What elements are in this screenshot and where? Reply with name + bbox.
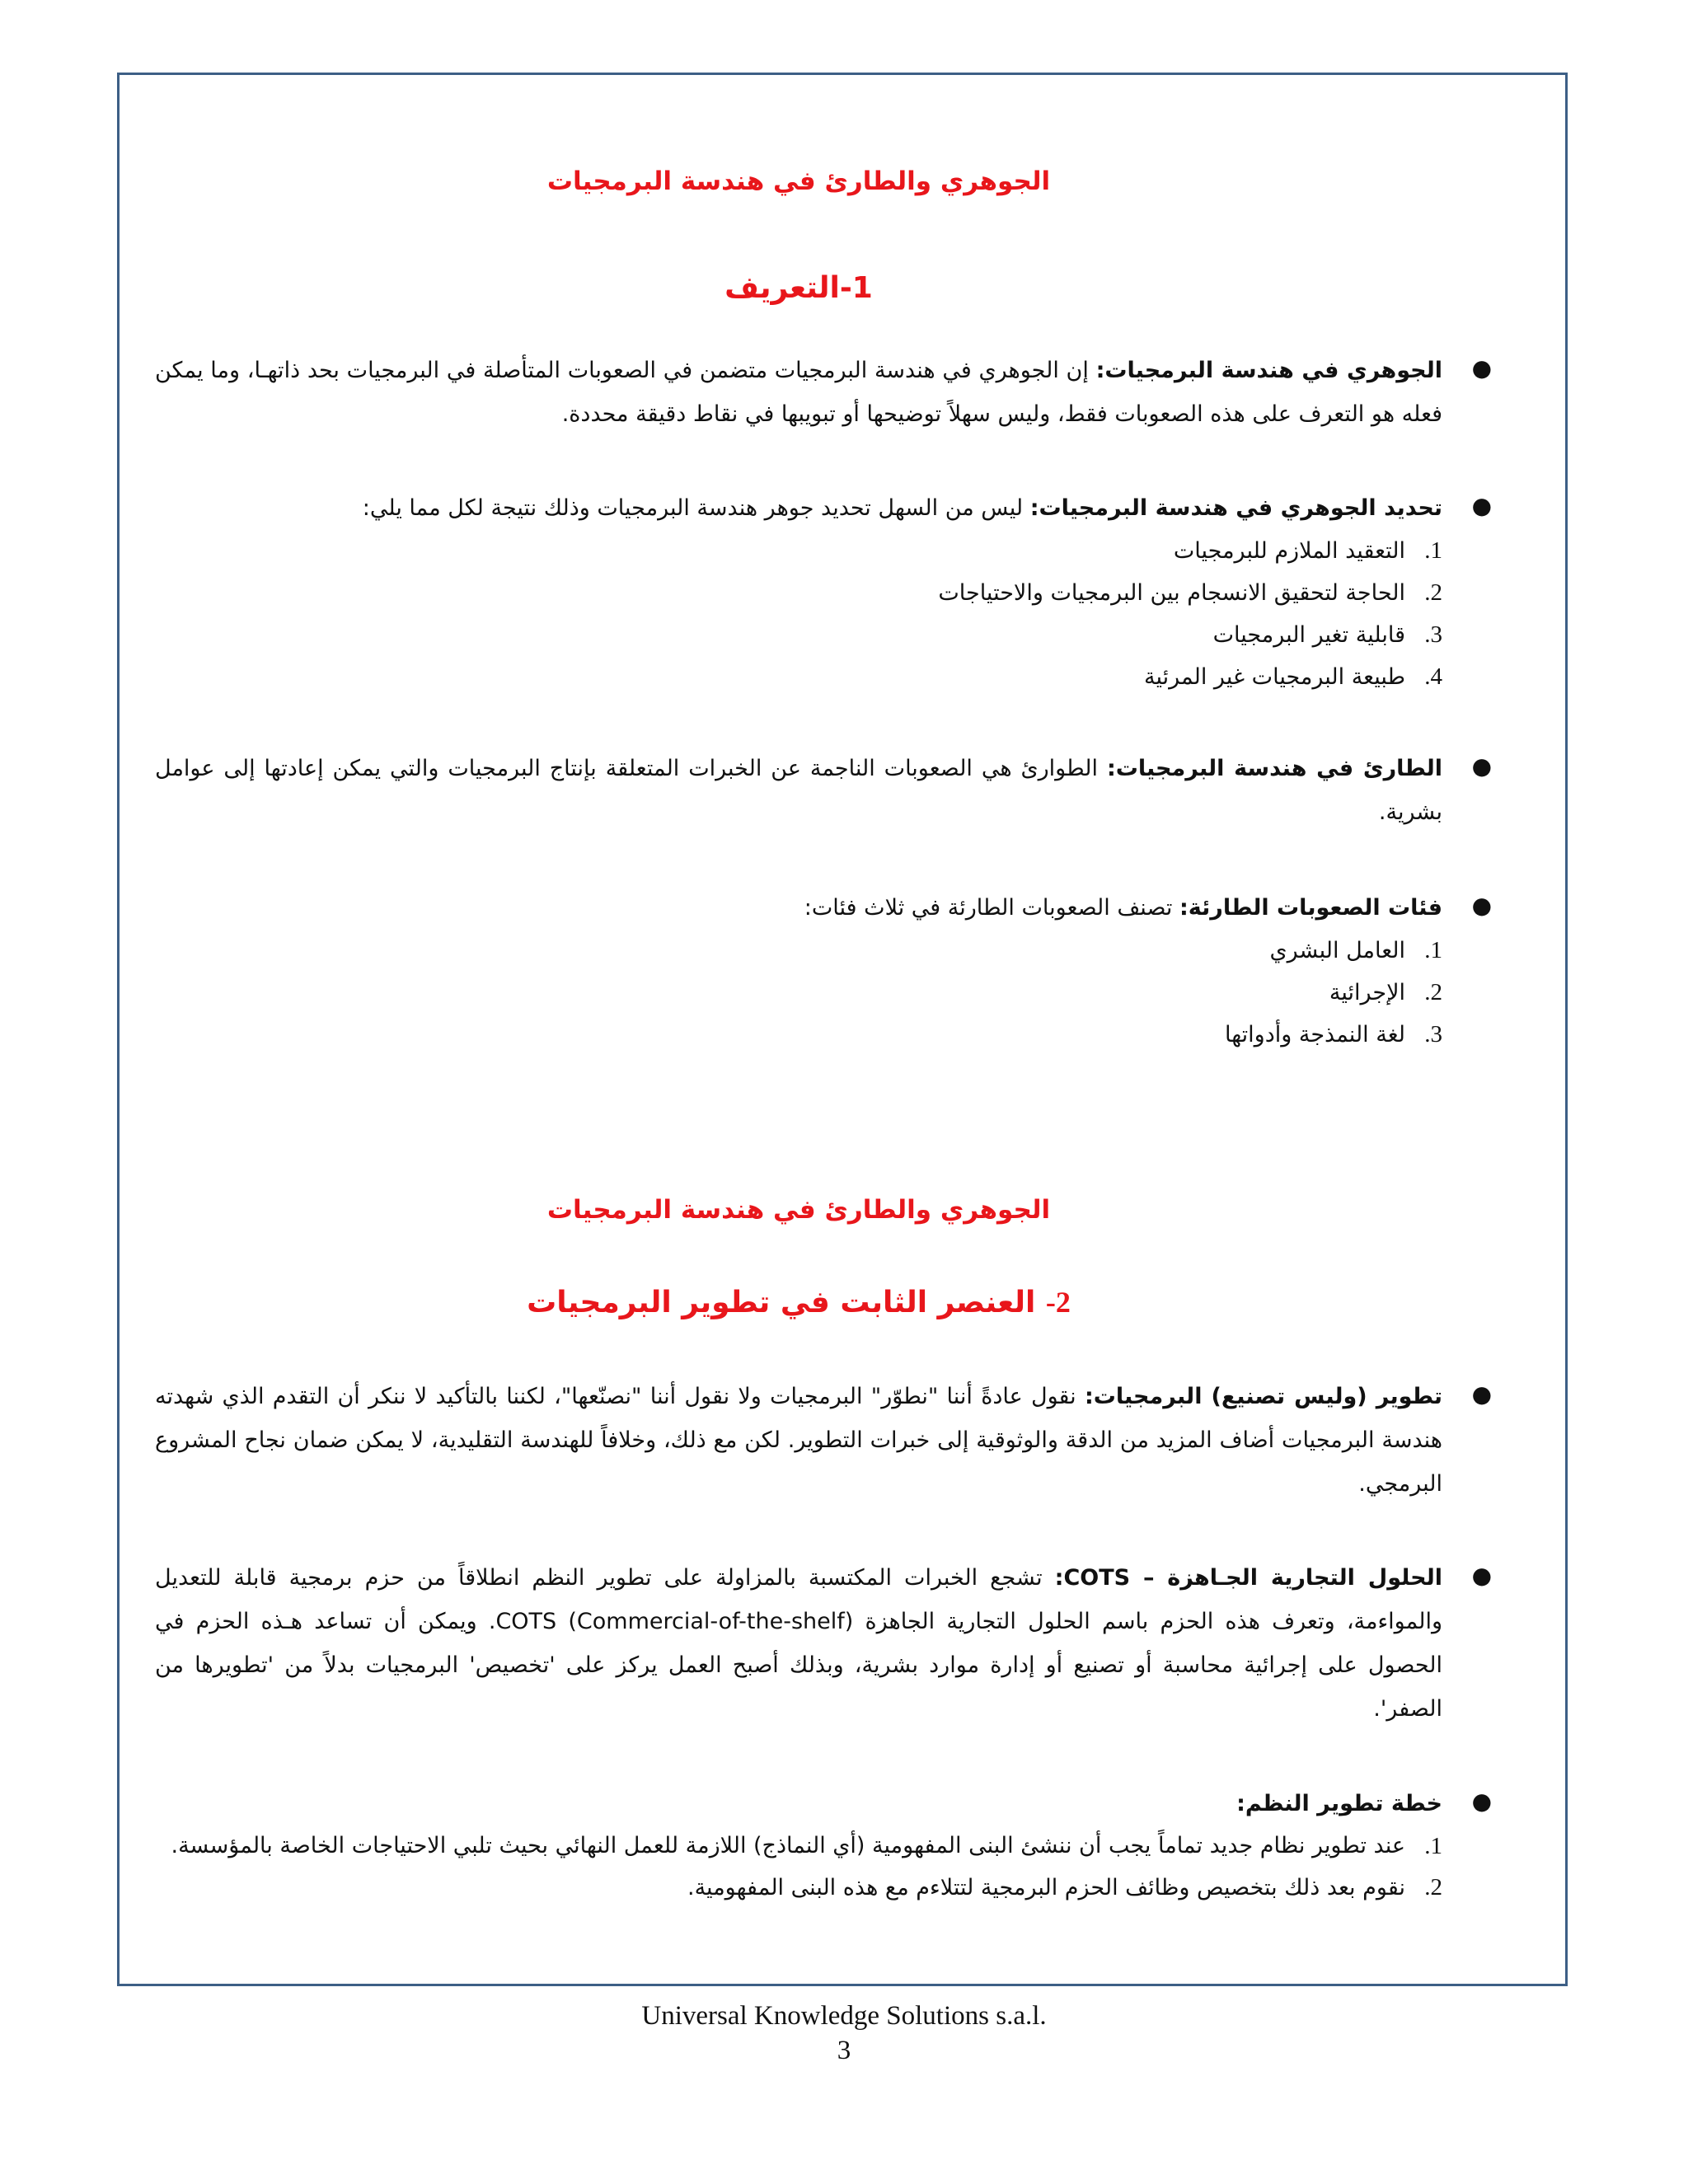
bullet-development xyxy=(155,1375,1492,1506)
list-item: 1. التعقيد الملازم للبرمجيات xyxy=(1173,537,1442,564)
bullet-label: تطوير (وليس تصنيع) البرمجيات: xyxy=(1084,1384,1442,1409)
numbered-list xyxy=(155,1825,1442,1909)
bullet-development-plan xyxy=(155,1782,1492,1909)
bullet-essential xyxy=(155,349,1492,436)
bullet-label: الحلول التجارية الجـاهزة – COTS: xyxy=(1054,1565,1442,1591)
page-number: 3 xyxy=(837,2036,851,2065)
list-item: 3. قابلية تغير البرمجيات xyxy=(1212,621,1442,648)
section-subtitle: 1-التعريف xyxy=(724,271,873,305)
bullet-text: ليس من السهل تحديد جوهر هندسة البرمجيات وذلك نتيجة لكل مما يلي: xyxy=(362,495,1030,521)
numbered-list xyxy=(155,930,1442,1056)
bullet-text: إن الجوهري في هندسة البرمجيات متضمن في الصعوبات المتأصلة في البرمجيات بحد ذاتهـا، وما يمكن فعله هو التعرف على هذه الصعوبات فقط، وليس سهلاً توضيحها أو تبويبها في نقاط دقيقة محددة. xyxy=(155,358,1442,427)
bullet-text: نقول عادةً أننا "نطوّر" البرمجيات ولا نقول أننا "نصنّعها"، لكننا بالتأكيد لا ننكر أن التقدم الذي شهدته هندسة البرمجيات أضاف المزيد من الدقة والوثوقية إلى خبرات التطوير. لكن مع ذلك، وخلافاً للهندسة التقليدية، لا يمكن ضمان نجاح المشروع البرمجي. xyxy=(155,1384,1442,1497)
bullet-dot: ● xyxy=(1471,892,1492,919)
bullet-label: خطة تطوير النظم: xyxy=(1236,1791,1442,1816)
list-item: 2. نقوم بعد ذلك بتخصيص وظائف الحزم البرمجية لتتلاءم مع هذه البنى المفهومية. xyxy=(687,1874,1442,1900)
section-fixed-element xyxy=(155,1193,1442,1321)
bullet-text: تشجع الخبرات المكتسبة بالمزاولة على تطوير النظم انطلاقاً من حزم برمجية قابلة للتعديل والمواءمة، وتعرف هذه الحزم باسم الحلول التجارية الجاهزة COTS (Commercial-of-the-shelf). ويمكن أن تساعد هـذه الحزم في الحصول على إجرائية محاسبة أو تصنيع أو إدارة موارد بشرية، وبذلك أصبح العمل يركز على 'تخصيص' البرمجيات بدلاً من 'تطويرها من الصفر'. xyxy=(155,1565,1442,1722)
bullet-label: الطارئ في هندسة البرمجيات: xyxy=(1106,756,1443,781)
list-item: 1. العامل البشري xyxy=(1269,937,1442,963)
bullet-text: تصنف الصعوبات الطارئة في ثلاث فئات: xyxy=(804,895,1179,921)
bullet-accidental xyxy=(155,747,1492,834)
bullet-dot: ● xyxy=(1471,1380,1492,1408)
bullet-dot: ● xyxy=(1471,1788,1492,1815)
section-title: الجوهري والطارئ في هندسة البرمجيات xyxy=(546,166,1051,196)
numbered-list xyxy=(155,530,1442,698)
bullet-dot: ● xyxy=(1471,354,1492,382)
bullet-dot: ● xyxy=(1471,752,1492,780)
bullet-dot: ● xyxy=(1471,492,1492,519)
list-item: 2. الحاجة لتحقيق الانسجام بين البرمجيات والاحتياجات xyxy=(938,579,1442,606)
list-item: 3. لغة النمذجة وأدواتها xyxy=(1224,1021,1442,1047)
bullet-label: الجوهري في هندسة البرمجيات: xyxy=(1095,358,1442,383)
list-item: 2. الإجرائية xyxy=(1329,979,1442,1005)
bullet-text: الطوارئ هي الصعوبات الناجمة عن الخبرات المتعلقة بإنتاج البرمجيات والتي يمكن إعادتها إلى عوامل بشرية. xyxy=(155,756,1442,825)
bullet-cots xyxy=(155,1556,1492,1731)
section-definition xyxy=(155,165,1442,307)
bullet-label: فئات الصعوبات الطارئة: xyxy=(1179,895,1442,921)
list-item: 1. عند تطوير نظام جديد تماماً يجب أن ننشئ البنى المفهومية (أي النماذج) اللازمة للعمل النهائي بحيث تلبي الاحتياجات الخاصة بالمؤسسة. xyxy=(171,1833,1442,1859)
bullet-dot: ● xyxy=(1471,1562,1492,1589)
section-subtitle: 2- العنصر الثابت في تطوير البرمجيات xyxy=(527,1286,1071,1319)
footer-company: Universal Knowledge Solutions s.a.l. xyxy=(641,2001,1047,2031)
bullet-determine-essential xyxy=(155,486,1492,698)
bullet-accidental-categories xyxy=(155,886,1492,1056)
section-title: الجوهري والطارئ في هندسة البرمجيات xyxy=(546,1195,1051,1225)
list-item: 4. طبيعة البرمجيات غير المرئية xyxy=(1143,663,1442,690)
bullet-label: تحديد الجوهري في هندسة البرمجيات: xyxy=(1029,495,1442,521)
